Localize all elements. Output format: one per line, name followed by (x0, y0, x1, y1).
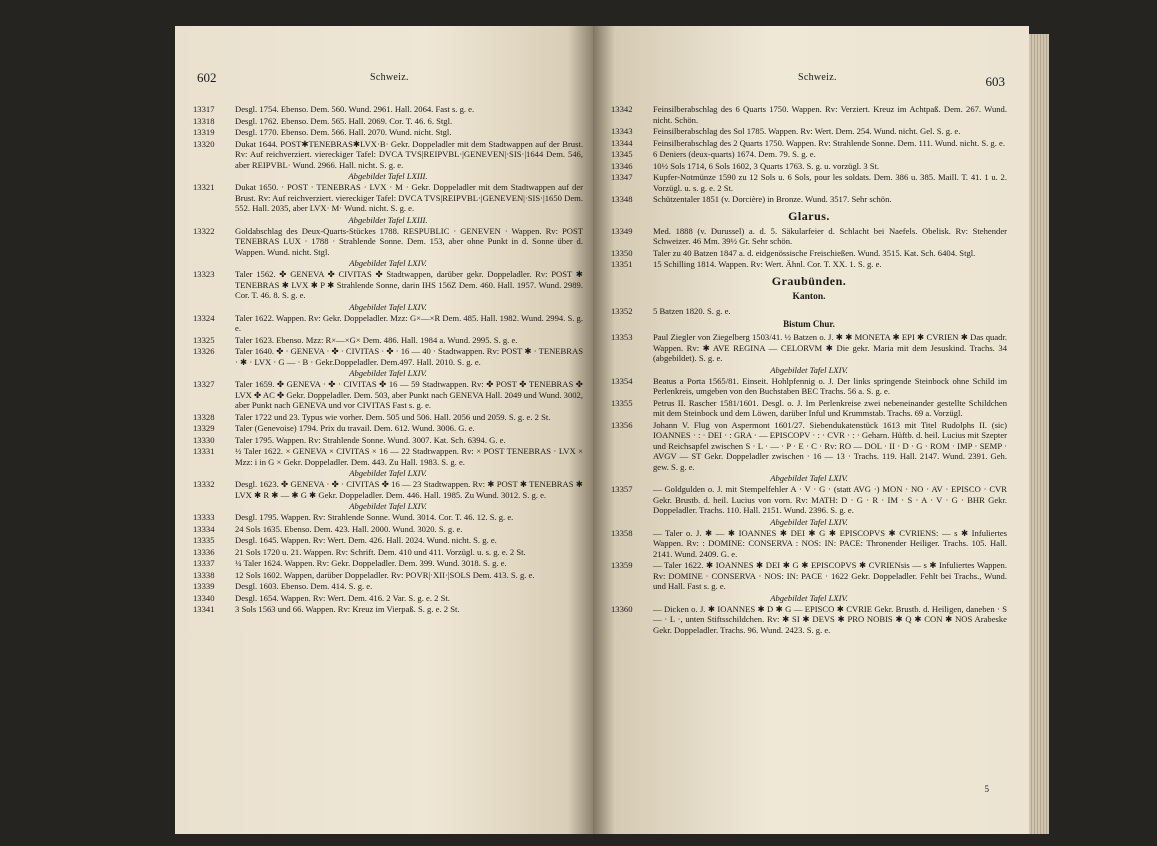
lot-description: Desgl. 1603. Ebenso. Dem. 414. S. g. e. (235, 581, 373, 591)
lot-description: ½ Taler 1622. × GENEVA × CIVITAS × 16 — 22 Stadtwappen. Rv: × POST TENEBRAS · LVX × Mzz: i in G × Gekr. Doppeladler. Dem. 443. Zu Hall. 1983. S. g. e. (235, 446, 583, 467)
lot-number: 13325 (193, 334, 215, 345)
kanton-entries (611, 306, 1007, 317)
right-entries (611, 104, 1007, 635)
lot-description: — Taler 1622. ✱ IOANNES ✱ DEI ✱ G ✱ EPISCOPVS ✱ CVRIENsis — s ✱ Infuliertes Wappen. Rv: DOMINE · CONSERVA · NOS: IN: PACE · 1622 Gekr. Doppeladler. Fehlt bei Trachs., Wund. und Hall. Fast s. g. e. (653, 560, 1007, 591)
lot-description: Kupfer-Notmünze 1590 zu 12 Sols u. 6 Sols, pour les soldats. Dem. 386 u. 385. Maill. T. 41. 1 u. 2. Vorzügl. u. s. g. e. 2 St. (653, 172, 1007, 193)
catalog-entry (193, 182, 583, 214)
catalog-entry (193, 593, 583, 604)
plate-caption: Abgebildet Tafel LXIII. (348, 171, 428, 181)
catalog-entry (611, 226, 1007, 247)
lot-description: Feinsilberabschlag des Sol 1785. Wappen. Rv: Wert. Dem. 254. Wund. nicht. Gel. S. g. e. (653, 126, 961, 136)
lot-number: 13344 (611, 137, 633, 148)
catalog-entry (193, 313, 583, 334)
lot-description: Feinsilberabschlag des 2 Quarts 1750. Wappen. Rv: Strahlende Sonne. Dem. 111. Wund. nicht. S. g. e. (653, 137, 1005, 148)
catalog-entry (193, 524, 583, 535)
catalog-entry (611, 126, 1007, 137)
lot-number: 13359 (611, 560, 633, 570)
subsection-kanton: Kanton. (792, 291, 826, 302)
catalog-entry (193, 412, 583, 423)
catalog-entry (193, 379, 583, 411)
lot-number: 13318 (193, 115, 215, 126)
catalog-entry (193, 127, 583, 138)
catalog-entry (193, 581, 583, 592)
plate-caption: Abgebildet Tafel LXIV. (770, 364, 848, 375)
left-running-head: Schweiz. (370, 72, 409, 83)
lot-description: 10½ Sols 1714, 6 Sols 1602, 3 Quarts 1763. S. g. u. vorzügl. 3 St. (653, 160, 880, 171)
catalog-entry (611, 161, 1007, 172)
subsection-bistum-chur: Bistum Chur. (783, 319, 835, 329)
catalog-entry (611, 484, 1007, 516)
lot-description: Taler 1640. ✤ · GENEVA · ✤ · CIVITAS · ✤ · 16 — 40 · Stadtwappen. Rv: POST ✱ · TENEBRAS · ✱ · LVX · G — · B · Gekr.Doppeladler. Dem.497. Hall. 2010. S. g. e. (235, 346, 583, 367)
lot-description: Desgl. 1623. ✤ GENEVA · ✤ · CIVITAS ✤ 16 — 23 Stadtwappen. Rv: ✱ POST ✱ TENEBRAS ✱ LVX ✱ R ✱ — ✱ G ✱ Gekr. Doppeladler. Dem. 446. Hall. 1985. Zu Wund. 3012. S. g. e. (235, 479, 583, 500)
catalog-entry (193, 435, 583, 446)
catalog-entry (193, 446, 583, 467)
lot-description: Dukat 1650. · POST · TENEBRAS · LVX · M · Gekr. Doppeladler mit dem Stadtwappen auf der Brust. Rv: Auf reichverziert. viereckiger Tafel: DVCA TVS|REIPVBL·|GENEVEN|·SIS·|1650 Dem. 552. Hall. 2035, aber LVX· M· Wund. nicht. S. g. e. (235, 182, 583, 213)
catalog-entry (193, 604, 583, 615)
lot-number: 13326 (193, 346, 215, 356)
lot-description: Med. 1888 (v. Durussel) a. d. 5. Säkularfeier d. Schlacht bei Naefels. Obelisk. Rv: Stehender Schweizer. 46 Mm. 39½ Gr. Sehr schön. (653, 225, 1007, 246)
plate-caption: Abgebildet Tafel LXIV. (349, 501, 427, 511)
lot-description: Feinsilberabschlag des 6 Quarts 1750. Wappen. Rv: Verziert. Kreuz im Achtpaß. Dem. 267. Wund. nicht. Schön. (653, 104, 1007, 125)
catalog-entry (611, 398, 1007, 419)
catalog-entry (611, 604, 1007, 636)
lot-number: 13352 (611, 305, 633, 316)
plate-caption: Abgebildet Tafel LXIV. (770, 592, 848, 603)
catalog-entry (611, 528, 1007, 560)
lot-number: 13331 (193, 446, 215, 456)
plate-caption: Abgebildet Tafel LXIII. (348, 214, 428, 225)
lot-number: 13348 (611, 194, 633, 204)
catalog-entry (193, 512, 583, 523)
lot-description: Taler (Genevoise) 1794. Prix du travail. Dem. 612. Wund. 3006. G. e. (235, 423, 475, 433)
lot-description: Taler 1795. Wappen. Rv: Strahlende Sonne. Wund. 3007. Kat. Sch. 6394. G. e. (235, 434, 506, 445)
lot-number: 13357 (611, 484, 633, 494)
lot-description: Desgl. 1770. Ebenso. Dem. 566. Hall. 2070. Wund. nicht. Stgl. (235, 127, 452, 137)
catalog-entry (193, 116, 583, 127)
catalog-entry (193, 570, 583, 581)
catalog-entry (611, 138, 1007, 149)
lot-number: 13351 (611, 259, 633, 269)
catalog-entry (611, 332, 1007, 364)
lot-number: 13317 (193, 104, 215, 114)
lot-number: 13323 (193, 269, 215, 279)
lot-description: 3 Sols 1563 und 66. Wappen. Rv: Kreuz im Vierpaß. S. g. e. 2 St. (235, 604, 460, 614)
catalog-entry (193, 139, 583, 171)
lot-description: Paul Ziegler von Ziegelberg 1503/41. ½ Batzen o. J. ✱ ✱ MONETA ✱ EPI ✱ CVRIEN ✱ Das quadr. Wappen. Rv: ✱ AVE REGINA — CELORVM ✱ Die gekr. Maria mit dem Jesuskind. Trachs. 34 (abgebildet). S. g. e. (653, 332, 1007, 363)
section-title-glarus: Glarus. (788, 208, 830, 223)
lot-number: 13353 (611, 332, 633, 342)
lot-number: 13321 (193, 182, 215, 192)
catalog-entry (611, 306, 1007, 317)
lot-number: 13339 (193, 581, 215, 591)
lot-description: Beatus a Porta 1565/81. Einseit. Hohlpfennig o. J. Der links springende Steinbock ohne Schild im Perlenkreis, umgeben von den Buchstaben BEC Trachs. 56 a. S. g. e. (653, 375, 1007, 396)
lot-number: 13360 (611, 603, 633, 614)
lot-description: ¼ Taler 1624. Wappen. Rv: Gekr. Doppeladler. Dem. 399. Wund. 3018. S. g. e. (235, 558, 507, 568)
right-page-number: 603 (985, 74, 1005, 89)
plate-caption: Abgebildet Tafel LXIV. (770, 516, 848, 527)
left-entries (193, 104, 583, 615)
lot-description: 12 Sols 1602. Wappen, darüber Doppeladler. Rv: POVR|·XII·|SOLS Dem. 413. S. g. e. (235, 569, 535, 580)
lot-number: 13322 (193, 225, 215, 236)
lot-description: 15 Schilling 1814. Wappen. Rv: Wert. Ähnl. Cor. T. XX. 1. S. g. e. (653, 259, 882, 269)
lot-description: Desgl. 1762. Ebenso. Dem. 565. Hall. 2069. Cor. T. 46. 6. Stgl. (235, 115, 453, 126)
lot-description: — Taler o. J. ✱ — ✱ IOANNES ✱ DEI ✱ G ✱ EPISCOPVS ✱ CVRIENS: — s ✱ Infuliertes Wappen. Rv: : DOMINE: CONSERVA : NOS: IN: PACE: Thronender Heiliger. Trachs. 105. Hall. 2141. Wund. 2409. G. e. (653, 527, 1007, 559)
lot-description: Taler 1562. ✤ GENEVA ✤ CIVITAS ✤ Stadtwappen, darüber gekr. Doppeladler. Rv: POST ✱ TENEBRAS ✱ LVX ✱ P ✱ Strahlende Sonne, darin IHS 156Z Dem. 460. Hall. 1957. Wund. 2989. Cor. T. 46. 8. S. g. e. (235, 269, 583, 300)
lot-description: Desgl. 1795. Wappen. Rv: Strahlende Sonne. Wund. 3014. Cor. T. 46. 12. S. g. e. (235, 512, 514, 522)
bistum-chur-entries (611, 332, 1007, 635)
lot-number: 13349 (611, 225, 633, 236)
lot-number: 13332 (193, 479, 215, 489)
catalog-entry (193, 269, 583, 301)
lot-number: 13342 (611, 104, 633, 114)
lot-number: 13340 (193, 592, 215, 603)
catalog-entry (611, 248, 1007, 259)
lot-description: Taler 1722 und 23. Typus wie vorher. Dem. 505 und 506. Hall. 2056 und 2059. S. g. e. 2 St. (235, 411, 551, 422)
lot-number: 13354 (611, 375, 633, 386)
lot-number: 13356 (611, 419, 633, 430)
lot-description: 5 Batzen 1820. S. g. e. (653, 305, 731, 316)
lot-number: 13343 (611, 126, 633, 136)
lot-description: Petrus II. Rascher 1581/1601. Desgl. o. J. Im Perlenkreise zwei nebeneinander gestellte Schildchen mit dem Steinbock und dem Löwen, darüber Inful und Krummstab. Trachs. 69 a. Vorzügl. (653, 397, 1007, 418)
lot-description: Schützentaler 1851 (v. Dorcière) in Bronze. Wund. 3517. Sehr schön. (653, 194, 892, 204)
lot-number: 13320 (193, 138, 215, 149)
lot-number: 13330 (193, 434, 215, 445)
lot-description: Desgl. 1754. Ebenso. Dem. 560. Wund. 2961. Hall. 2064. Fast s. g. e. (235, 104, 475, 114)
catalog-entry (193, 104, 583, 115)
catalog-entry (611, 259, 1007, 270)
lot-description: Johann V. Flug von Aspermont 1601/27. Siebendukatenstück 1613 mit Titel Rudolphs II. (sic) IOANNES · : · DEI · : GRA · — EPISCOPV · : · CVR · : · Geharn. Hüftb. d. heil. Lucius mit Szepter und Reichsapfel zwischen S · L · — · P · E · C · Rv: RO — DOL · II · D · G · ROM · IMP · SEMP · AVGV — ST Gekr. Doppeladler zwischen · 16 — 13 · Trachs. 119. Hall. 2147. Wund. 2391. Geh. gew. S. g. e. (653, 419, 1007, 472)
catalog-entry (611, 149, 1007, 160)
lot-number: 13319 (193, 127, 215, 137)
lot-description: Desgl. 1654. Wappen. Rv: Wert. Dem. 416. 2 Var. S. g. e. 2 St. (235, 592, 450, 603)
plate-caption: Abgebildet Tafel LXIV. (770, 473, 848, 483)
lot-description: Taler zu 40 Batzen 1847 a. d. eidgenössische Freischießen. Wund. 3515. Kat. Sch. 6404. Stgl. (653, 247, 976, 258)
lot-description: Desgl. 1645. Wappen. Rv: Wert. Dem. 426. Hall. 2024. Wund. nicht. S. g. e. (235, 535, 497, 545)
page-stack-edge (1029, 34, 1049, 834)
lot-number: 13329 (193, 423, 215, 433)
catalog-entry (611, 560, 1007, 592)
catalog-entry (193, 226, 583, 258)
plate-caption: Abgebildet Tafel LXIV. (349, 258, 427, 268)
left-page (175, 26, 593, 834)
catalog-entry (611, 172, 1007, 193)
catalog-entry (193, 535, 583, 546)
lot-number: 13335 (193, 535, 215, 545)
lot-description: — Dicken o. J. ✱ IOANNES ✱ D ✱ G — EPISCO ✱ CVRIE Gekr. Brustb. d. Heiligen, daneben · S — · L ·, unten Stiftsschildchen. Rv: ✱ SI ✱ DEVS ✱ PRO NOBIS ✱ Q ✱ CON ✱ NOS Arabeske Gekr. Doppeladler. Trachs. 96. Wund. 2423. S. g. e. (653, 603, 1007, 635)
lot-description: Dukat 1644. POST✱TENEBRAS✱LVX·B· Gekr. Doppeladler mit dem Stadtwappen auf der Brust. Rv: Auf reichverziert. viereckiger Tafel: DVCA TVS|REIPVBL·|GENEVEN|·SIS·|1644 Dem. 546, aber REIPVBL· Wund. 2966. Hall. nicht. S. g. e. (235, 138, 583, 170)
lot-number: 13346 (611, 160, 633, 171)
lot-description: 6 Deniers (deux-quarts) 1674. Dem. 79. S. g. e. (653, 149, 816, 159)
right-page (593, 26, 1029, 834)
catalog-entry (193, 547, 583, 558)
lot-number: 13358 (611, 527, 633, 538)
lot-description: — Goldgulden o. J. mit Stempelfehler A · V · G · (statt AVG ·) MON · NO · AV · EPISCO · CVR Gekr. Brustb. d. heil. Lucius von vorn. Rv: MATH: D · G · R · IM · S · A · V · G · BHR Gekr. Doppeladler. Trachs. 110. Hall. 2151. Wund. 2396. S. g. e. (653, 484, 1007, 515)
lot-description: Taler 1659. ✤ GENEVA · ✤ · CIVITAS ✤ 16 — 59 Stadtwappen. Rv: ✤ POST ✤ TENEBRAS ✤ LVX ✤ AC ✤ Gekr. Doppeladler. Dem. 503, aber Punkt nach GENEVA Hall. 2049 und Wund. 3002, aber Punkt nach GENEVA und vor CIVITAS Fast s. g. e. (235, 379, 583, 410)
catalog-entry (611, 420, 1007, 473)
lot-number: 13347 (611, 172, 633, 182)
lot-number: 13345 (611, 149, 633, 159)
geneva-entries-continued (611, 104, 1007, 205)
catalog-entry (611, 376, 1007, 397)
lot-description: Goldabschlag des Deux-Quarts-Stückes 1788. RESPUBLIC · GENEVEN · Wappen. Rv: POST TENEBRAS LUX · 1788 · Strahlende Sonne. Dem. 153, aber ohne Punkt in d. Sonne über d. Wappen. Wund. nicht. Stgl. (235, 225, 583, 257)
plate-caption: Abgebildet Tafel LXIV. (349, 468, 427, 478)
lot-number: 13333 (193, 512, 215, 522)
lot-number: 13341 (193, 604, 215, 614)
catalog-entry (193, 423, 583, 434)
lot-number: 13327 (193, 379, 215, 389)
catalog-entry (193, 479, 583, 500)
right-running-head: Schweiz. (798, 72, 837, 83)
lot-description: Taler 1622. Wappen. Rv: Gekr. Doppeladler. Mzz: G×—×R Dem. 485. Hall. 1982. Wund. 2994. S. g. e. (235, 312, 583, 333)
lot-number: 13350 (611, 247, 633, 258)
catalog-entry (611, 104, 1007, 125)
glarus-entries (611, 226, 1007, 270)
lot-number: 13355 (611, 397, 633, 408)
plate-caption: Abgebildet Tafel LXIV. (349, 368, 427, 378)
lot-number: 13328 (193, 411, 215, 422)
lot-number: 13324 (193, 312, 215, 323)
signature-mark: 5 (984, 784, 989, 794)
lot-number: 13338 (193, 569, 215, 580)
plate-caption: Abgebildet Tafel LXIV. (349, 301, 427, 312)
lot-description: 24 Sols 1635. Ebenso. Dem. 423. Hall. 2000. Wund. 3020. S. g. e. (235, 523, 463, 534)
lot-number: 13337 (193, 558, 215, 568)
left-page-number: 602 (197, 70, 217, 85)
section-title-graubuenden: Graubünden. (771, 273, 847, 288)
catalog-entry (193, 346, 583, 367)
catalog-entry (611, 194, 1007, 205)
catalog-entry (193, 558, 583, 569)
lot-number: 13334 (193, 523, 215, 534)
lot-number: 13336 (193, 546, 215, 557)
lot-description: 21 Sols 1720 u. 21. Wappen. Rv: Schrift. Dem. 410 und 411. Vorzügl. u. s. g. e. 2 St. (235, 546, 526, 557)
catalog-entry (193, 335, 583, 346)
lot-description: Taler 1623. Ebenso. Mzz: R×—×G× Dem. 486. Hall. 1984 a. Wund. 2995. S. g. e. (235, 334, 518, 345)
